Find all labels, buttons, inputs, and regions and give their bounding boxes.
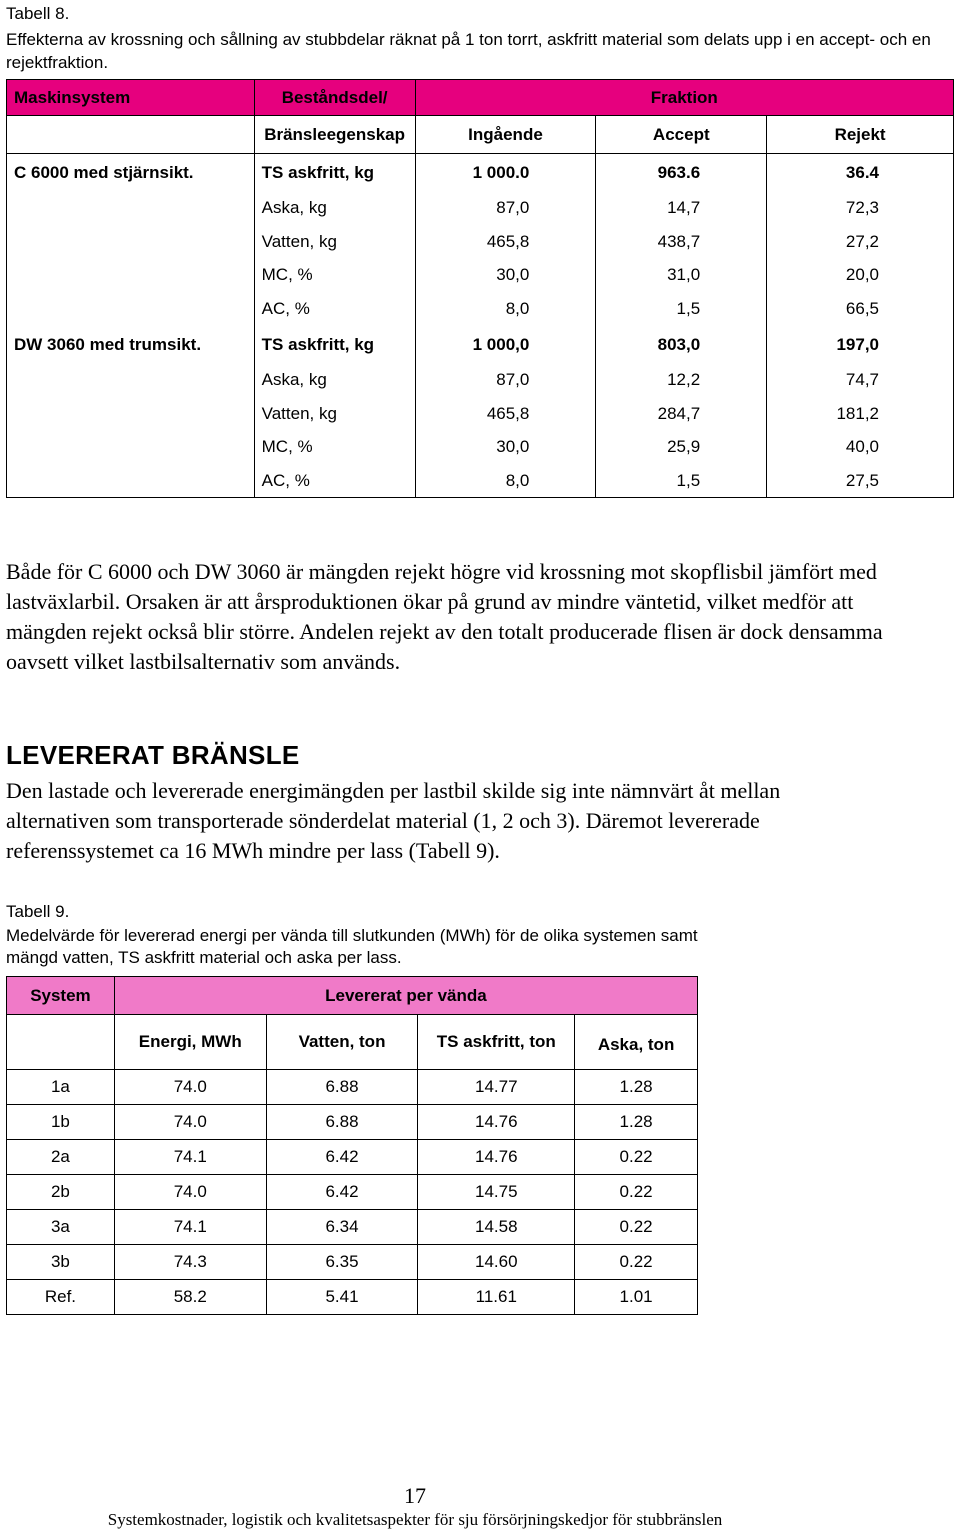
table-row — [7, 192, 954, 226]
table9-subheader-row — [7, 1015, 698, 1070]
energi-cell: 74.0 — [114, 1070, 266, 1105]
system-cell: 3b — [7, 1245, 115, 1280]
aska-cell: 1.28 — [575, 1070, 698, 1105]
aska-cell: 1.01 — [575, 1280, 698, 1315]
table8-header-bestandsdel: Beståndsdel/ — [254, 80, 415, 116]
table-row — [7, 1280, 698, 1315]
page-number: 17 — [404, 1483, 426, 1508]
table-row — [7, 364, 954, 398]
table-row — [7, 259, 954, 293]
system-cell: 1a — [7, 1070, 115, 1105]
table9-header-system: System — [7, 977, 115, 1015]
vatten-cell: 6.42 — [266, 1140, 418, 1175]
table-row — [7, 464, 954, 498]
table8 — [6, 79, 954, 498]
aska-cell: 1.28 — [575, 1105, 698, 1140]
system-name: DW 3060 med trumsikt. — [7, 326, 255, 364]
table-row — [7, 1140, 698, 1175]
table9 — [6, 976, 698, 1315]
rejekt-value: 27,2 — [767, 225, 954, 259]
rejekt-value: 197,0 — [767, 326, 954, 364]
rejekt-value: 20,0 — [767, 259, 954, 293]
table-row — [7, 154, 954, 192]
system-cell: 2b — [7, 1175, 115, 1210]
table8-header-maskinsystem: Maskinsystem — [7, 80, 255, 116]
table-row — [7, 225, 954, 259]
system-cell: 1b — [7, 1105, 115, 1140]
table9-header-vatten: Vatten, ton — [266, 1015, 418, 1070]
table8-header-ingaende: Ingående — [415, 116, 596, 154]
property-label: MC, % — [254, 431, 415, 465]
table9-header-aska: Aska, ton — [575, 1015, 698, 1070]
table9-header-ts: TS askfritt, ton — [418, 1015, 575, 1070]
property-label: TS askfritt, kg — [254, 154, 415, 192]
table8-caption-title: Tabell 8. — [6, 4, 70, 23]
aska-cell: 0.22 — [575, 1245, 698, 1280]
table8-header-row — [7, 80, 954, 116]
table-row — [7, 1175, 698, 1210]
table-row — [7, 397, 954, 431]
body-paragraph-1: Både för C 6000 och DW 3060 är mängden rejekt högre vid krossning mot skopflisbil jämfört med lastväxlarbil. Orsaken är att årsproduktionen ökar på grund av mindre väntetid, vilket medför att mängden rejekt också blir större. Andelen rejekt av den totalt producerade flisen är dock densamma oavsett vilket lastbilsalternativ som används. — [6, 559, 883, 674]
table9-caption-title: Tabell 9. — [6, 902, 70, 921]
table8-caption-description: Effekterna av krossning och sållning av stubbdelar räknat på 1 ton torrt, askfritt material som delats upp i en accept- och en rejektfraktion. — [6, 30, 931, 72]
accept-value: 25,9 — [596, 431, 767, 465]
vatten-cell: 5.41 — [266, 1280, 418, 1315]
aska-cell: 0.22 — [575, 1210, 698, 1245]
ingaende-value: 30,0 — [415, 431, 596, 465]
accept-value: 803,0 — [596, 326, 767, 364]
table-row — [7, 1105, 698, 1140]
property-label: Aska, kg — [254, 364, 415, 398]
system-name: C 6000 med stjärnsikt. — [7, 154, 255, 192]
table8-header-bransleegenskap: Bränsleegenskap — [254, 116, 415, 154]
page-footer: Systemkostnader, logistik och kvalitetsaspekter för sju försörjningskedjor för stubbränslen — [107, 1510, 723, 1529]
table9-caption-description: Medelvärde för levererad energi per vända till slutkunden (MWh) för de olika systemen samt mängd vatten, TS askfritt material och aska per lass. — [6, 926, 698, 967]
energi-cell: 74.1 — [114, 1140, 266, 1175]
table8-header-fraktion: Fraktion — [415, 80, 953, 116]
body-paragraph-2: Den lastade och levererade energimängden per lastbil skilde sig inte nämnvärt åt mellan alternativen som transporterade sönderdelat material (1, 2 och 3). Däremot levererade referenssystemet ca 16 MWh mindre per lass (Tabell 9). — [6, 778, 781, 863]
ts-cell: 14.58 — [418, 1210, 575, 1245]
rejekt-value: 27,5 — [767, 464, 954, 498]
rejekt-value: 74,7 — [767, 364, 954, 398]
accept-value: 1,5 — [596, 464, 767, 498]
ts-cell: 14.60 — [418, 1245, 575, 1280]
ts-cell: 14.76 — [418, 1140, 575, 1175]
vatten-cell: 6.35 — [266, 1245, 418, 1280]
accept-value: 284,7 — [596, 397, 767, 431]
accept-value: 12,2 — [596, 364, 767, 398]
table8-subheader-empty — [7, 116, 255, 154]
property-label: AC, % — [254, 464, 415, 498]
vatten-cell: 6.88 — [266, 1105, 418, 1140]
system-cell: 2a — [7, 1140, 115, 1175]
energi-cell: 58.2 — [114, 1280, 266, 1315]
ts-cell: 11.61 — [418, 1280, 575, 1315]
property-label: Vatten, kg — [254, 225, 415, 259]
ingaende-value: 465,8 — [415, 397, 596, 431]
ingaende-value: 87,0 — [415, 192, 596, 226]
energi-cell: 74.1 — [114, 1210, 266, 1245]
property-label: Aska, kg — [254, 192, 415, 226]
ingaende-value: 8,0 — [415, 464, 596, 498]
system-cell: 3a — [7, 1210, 115, 1245]
table-row — [7, 326, 954, 364]
table-row — [7, 431, 954, 465]
accept-value: 14,7 — [596, 192, 767, 226]
table8-subheader-row — [7, 116, 954, 154]
table9-header-energi: Energi, MWh — [114, 1015, 266, 1070]
rejekt-value: 181,2 — [767, 397, 954, 431]
table8-header-rejekt: Rejekt — [767, 116, 954, 154]
ingaende-value: 87,0 — [415, 364, 596, 398]
table-row — [7, 292, 954, 326]
ingaende-value: 8,0 — [415, 292, 596, 326]
energi-cell: 74.0 — [114, 1105, 266, 1140]
table9-header-levererat: Levererat per vända — [114, 977, 697, 1015]
rejekt-value: 66,5 — [767, 292, 954, 326]
ingaende-value: 1 000,0 — [415, 326, 596, 364]
ts-cell: 14.77 — [418, 1070, 575, 1105]
vatten-cell: 6.42 — [266, 1175, 418, 1210]
section-heading: LEVERERAT BRÄNSLE — [6, 740, 300, 770]
rejekt-value: 36.4 — [767, 154, 954, 192]
ts-cell: 14.75 — [418, 1175, 575, 1210]
ingaende-value: 465,8 — [415, 225, 596, 259]
vatten-cell: 6.34 — [266, 1210, 418, 1245]
rejekt-value: 72,3 — [767, 192, 954, 226]
vatten-cell: 6.88 — [266, 1070, 418, 1105]
accept-value: 1,5 — [596, 292, 767, 326]
accept-value: 963.6 — [596, 154, 767, 192]
ingaende-value: 1 000.0 — [415, 154, 596, 192]
energi-cell: 74.0 — [114, 1175, 266, 1210]
aska-cell: 0.22 — [575, 1140, 698, 1175]
property-label: MC, % — [254, 259, 415, 293]
property-label: Vatten, kg — [254, 397, 415, 431]
table-row — [7, 1070, 698, 1105]
aska-cell: 0.22 — [575, 1175, 698, 1210]
system-cell: Ref. — [7, 1280, 115, 1315]
table-row — [7, 1245, 698, 1280]
accept-value: 31,0 — [596, 259, 767, 293]
rejekt-value: 40,0 — [767, 431, 954, 465]
accept-value: 438,7 — [596, 225, 767, 259]
table8-header-accept: Accept — [596, 116, 767, 154]
property-label: TS askfritt, kg — [254, 326, 415, 364]
property-label: AC, % — [254, 292, 415, 326]
table9-header-row — [7, 977, 698, 1015]
ingaende-value: 30,0 — [415, 259, 596, 293]
table-row — [7, 1210, 698, 1245]
energi-cell: 74.3 — [114, 1245, 266, 1280]
ts-cell: 14.76 — [418, 1105, 575, 1140]
